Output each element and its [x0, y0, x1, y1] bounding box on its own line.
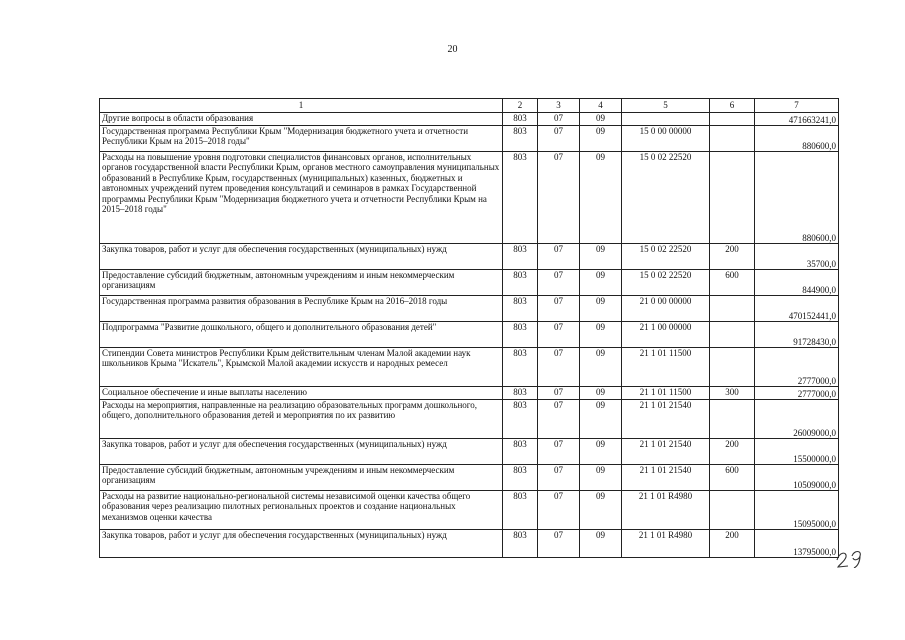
row-code-cell: 803 — [503, 113, 538, 126]
row-code-cell: 21 1 01 21540 — [622, 465, 710, 491]
row-code-cell: 803 — [503, 400, 538, 439]
table-row — [100, 400, 839, 439]
row-code-cell: 15 0 02 22520 — [622, 152, 710, 244]
row-sum-cell: 844900,0 — [755, 270, 839, 296]
table-row — [100, 113, 839, 126]
row-name-cell: Социальное обеспечение и иные выплаты населению — [100, 387, 503, 400]
row-sum-cell: 2777000,0 — [755, 387, 839, 400]
row-code-cell — [710, 113, 755, 126]
row-code-cell: 803 — [503, 387, 538, 400]
table-header-row — [100, 99, 839, 113]
row-sum-cell: 13795000,0 — [755, 530, 839, 558]
table-row — [100, 244, 839, 270]
table-row — [100, 348, 839, 387]
column-header: 4 — [580, 99, 622, 113]
row-name-cell: Другие вопросы в области образования — [100, 113, 503, 126]
row-code-cell: 803 — [503, 126, 538, 152]
row-code-cell: 21 1 01 11500 — [622, 348, 710, 387]
row-code-cell: 09 — [580, 113, 622, 126]
column-header: 2 — [503, 99, 538, 113]
row-code-cell: 600 — [710, 270, 755, 296]
row-code-cell: 21 1 01 21540 — [622, 400, 710, 439]
table-row — [100, 387, 839, 400]
row-code-cell: 07 — [538, 152, 580, 244]
row-code-cell — [710, 126, 755, 152]
row-code-cell: 803 — [503, 465, 538, 491]
column-header: 1 — [100, 99, 503, 113]
row-code-cell: 09 — [580, 491, 622, 530]
row-code-cell: 09 — [580, 465, 622, 491]
row-name-cell: Государственная программа Республики Крым "Модернизация бюджетного учета и отчетности Республики Крым на 2015–2018 годы" — [100, 126, 503, 152]
row-code-cell: 21 1 01 R4980 — [622, 530, 710, 558]
row-code-cell — [622, 113, 710, 126]
row-code-cell: 07 — [538, 296, 580, 322]
row-code-cell: 09 — [580, 126, 622, 152]
row-code-cell: 09 — [580, 387, 622, 400]
row-sum-cell: 10509000,0 — [755, 465, 839, 491]
row-name-cell: Закупка товаров, работ и услуг для обеспечения государственных (муниципальных) нужд — [100, 530, 503, 558]
table-row — [100, 439, 839, 465]
column-header: 5 — [622, 99, 710, 113]
column-header: 7 — [755, 99, 839, 113]
row-code-cell: 803 — [503, 439, 538, 465]
row-code-cell: 09 — [580, 348, 622, 387]
row-code-cell: 07 — [538, 439, 580, 465]
row-code-cell: 09 — [580, 322, 622, 348]
table-row — [100, 491, 839, 530]
table-row — [100, 126, 839, 152]
row-code-cell: 21 0 00 00000 — [622, 296, 710, 322]
row-code-cell: 600 — [710, 465, 755, 491]
row-code-cell: 07 — [538, 126, 580, 152]
row-code-cell: 09 — [580, 400, 622, 439]
row-code-cell: 07 — [538, 113, 580, 126]
row-sum-cell: 471663241,0 — [755, 113, 839, 126]
row-code-cell: 09 — [580, 152, 622, 244]
row-code-cell: 803 — [503, 491, 538, 530]
row-code-cell — [710, 348, 755, 387]
budget-table — [99, 98, 839, 558]
row-sum-cell: 2777000,0 — [755, 348, 839, 387]
row-code-cell: 200 — [710, 530, 755, 558]
row-code-cell: 07 — [538, 465, 580, 491]
table-row — [100, 296, 839, 322]
row-code-cell: 803 — [503, 348, 538, 387]
row-name-cell: Расходы на развитие национально-региональной системы независимой оценки качества общего образования через реализацию пилотных региональных проектов и создание национальных механизмов оценки качества — [100, 491, 503, 530]
row-code-cell: 300 — [710, 387, 755, 400]
row-code-cell: 07 — [538, 244, 580, 270]
row-name-cell: Закупка товаров, работ и услуг для обеспечения государственных (муниципальных) нужд — [100, 244, 503, 270]
row-code-cell: 09 — [580, 530, 622, 558]
table-row — [100, 152, 839, 244]
row-code-cell: 803 — [503, 530, 538, 558]
column-header: 3 — [538, 99, 580, 113]
row-code-cell: 803 — [503, 296, 538, 322]
table-row — [100, 270, 839, 296]
table-row — [100, 530, 839, 558]
row-code-cell: 07 — [538, 270, 580, 296]
row-code-cell: 09 — [580, 244, 622, 270]
row-code-cell: 07 — [538, 400, 580, 439]
column-header: 6 — [710, 99, 755, 113]
row-code-cell: 07 — [538, 387, 580, 400]
row-name-cell: Расходы на мероприятия, направленные на реализацию образовательных программ дошкольного, общего, дополнительного образования детей и мероприятия по их развитию — [100, 400, 503, 439]
row-code-cell — [710, 400, 755, 439]
row-name-cell: Стипендии Совета министров Республики Крым действительным членам Малой академии наук школьников Крыма "Искатель", Крымской Малой академии искусств и народных ремесел — [100, 348, 503, 387]
row-sum-cell: 91728430,0 — [755, 322, 839, 348]
row-code-cell: 803 — [503, 322, 538, 348]
row-code-cell: 07 — [538, 348, 580, 387]
row-code-cell — [710, 322, 755, 348]
page-number: 20 — [447, 44, 458, 55]
row-code-cell: 21 1 01 11500 — [622, 387, 710, 400]
row-code-cell: 07 — [538, 491, 580, 530]
row-name-cell: Закупка товаров, работ и услуг для обеспечения государственных (муниципальных) нужд — [100, 439, 503, 465]
row-code-cell: 09 — [580, 439, 622, 465]
row-sum-cell: 35700,0 — [755, 244, 839, 270]
row-code-cell: 803 — [503, 244, 538, 270]
row-code-cell: 15 0 02 22520 — [622, 270, 710, 296]
row-code-cell: 15 0 02 22520 — [622, 244, 710, 270]
row-sum-cell: 26009000,0 — [755, 400, 839, 439]
row-code-cell — [710, 152, 755, 244]
row-name-cell: Предоставление субсидий бюджетным, автономным учреждениям и иным некоммерческим организациям — [100, 465, 503, 491]
row-code-cell: 21 1 01 R4980 — [622, 491, 710, 530]
row-code-cell: 803 — [503, 270, 538, 296]
row-code-cell: 07 — [538, 322, 580, 348]
row-code-cell — [710, 491, 755, 530]
row-sum-cell: 880600,0 — [755, 126, 839, 152]
row-sum-cell: 880600,0 — [755, 152, 839, 244]
row-sum-cell: 15095000,0 — [755, 491, 839, 530]
row-code-cell: 07 — [538, 530, 580, 558]
row-sum-cell: 15500000,0 — [755, 439, 839, 465]
handwritten-initials — [834, 546, 872, 568]
row-code-cell: 09 — [580, 296, 622, 322]
row-code-cell: 21 1 00 00000 — [622, 322, 710, 348]
table-row — [100, 322, 839, 348]
table-row — [100, 465, 839, 491]
row-name-cell: Подпрограмма "Развитие дошкольного, общего и дополнительного образования детей" — [100, 322, 503, 348]
row-code-cell: 803 — [503, 152, 538, 244]
row-code-cell: 21 1 01 21540 — [622, 439, 710, 465]
row-code-cell: 200 — [710, 244, 755, 270]
row-code-cell — [710, 296, 755, 322]
row-code-cell: 200 — [710, 439, 755, 465]
row-code-cell: 15 0 00 00000 — [622, 126, 710, 152]
row-code-cell: 09 — [580, 270, 622, 296]
row-name-cell: Предоставление субсидий бюджетным, автономным учреждениям и иным некоммерческим организациям — [100, 270, 503, 296]
row-name-cell: Расходы на повышение уровня подготовки специалистов финансовых органов, исполнительных органов государственной власти Республики Крым, органов местного самоуправления муниципальных образований в Республике Крым, государственных (муниципальных) казенных, бюджетных и автономных учреждений путем проведения консультаций и семинаров в рамках Государственной программы Республики Крым "Модернизация бюджетного учета и отчетности Республики Крым на 2015–2018 годы" — [100, 152, 503, 244]
row-sum-cell: 470152441,0 — [755, 296, 839, 322]
row-name-cell: Государственная программа развития образования в Республике Крым на 2016–2018 годы — [100, 296, 503, 322]
